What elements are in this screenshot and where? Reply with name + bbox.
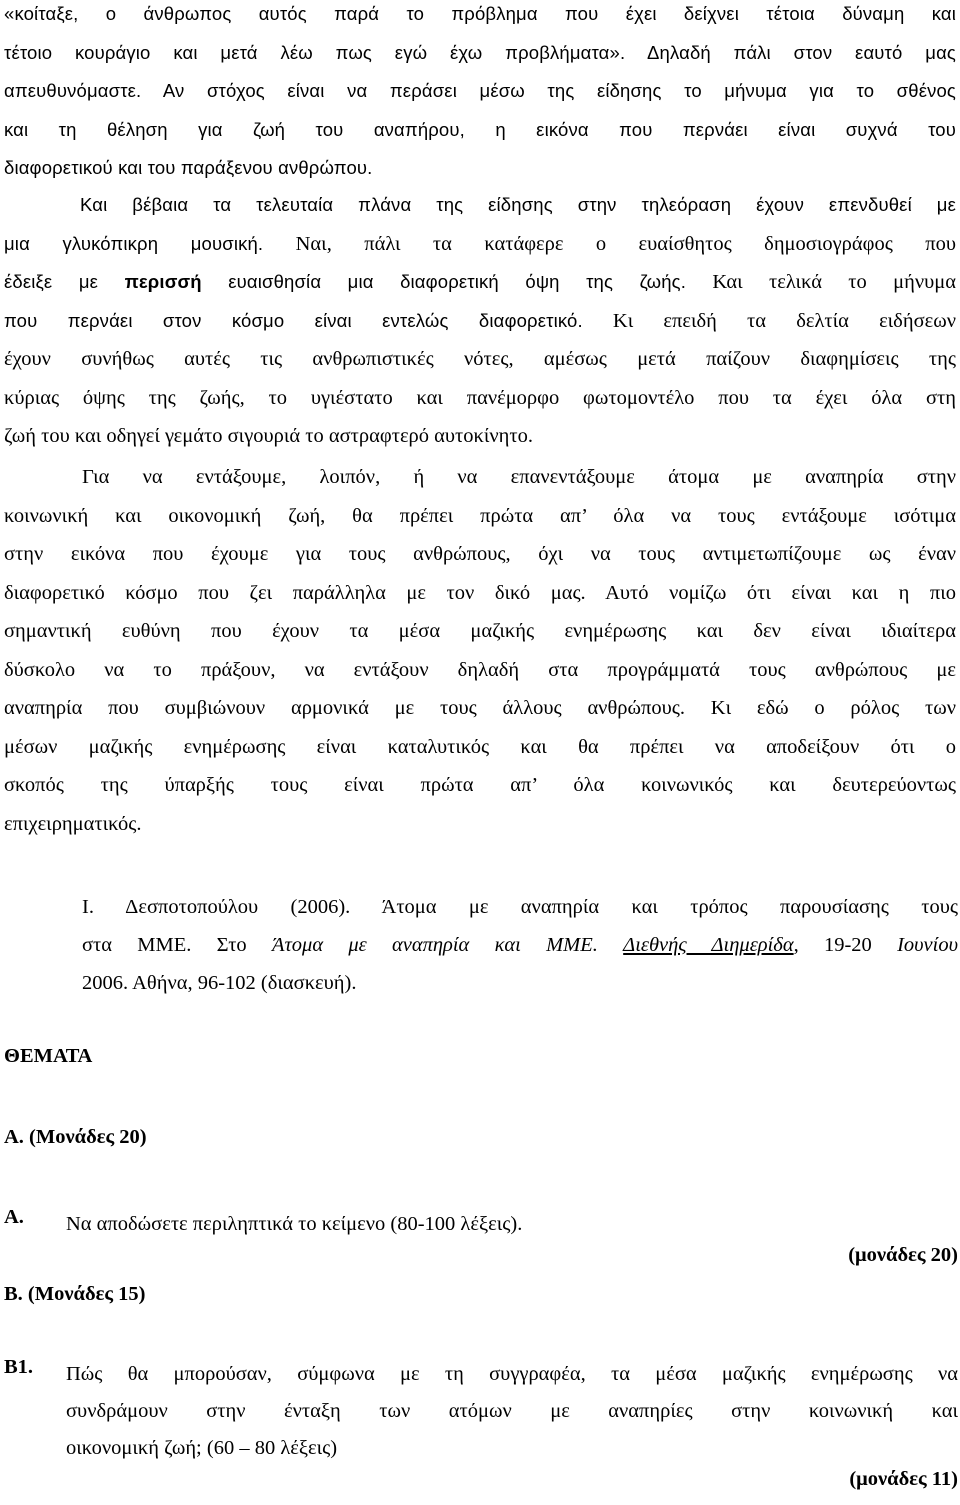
marks-label: (μονάδες 20) (848, 1244, 958, 1266)
source-reference (82, 888, 958, 1002)
text-line: στην εικόνα που έχουμε για τους ανθρώπους, όχι να τους αντιμετωπίζουμε ως έναν (4, 543, 956, 565)
question-number: Β1. (4, 1356, 34, 1378)
text-line: αναπηρία που συμβιώνουν αρμονικά με τους άλλους ανθρώπους. Κι εδώ ο ρόλος των (4, 697, 956, 719)
question-line: οικονομική ζωή; (60 – 80 λέξεις) (66, 1437, 338, 1459)
text-span: ευαισθησία μια διαφορετική (201, 271, 499, 292)
conference-title: Διεθνής Διημερίδα (623, 934, 794, 956)
reference-line: Ι. Δεσποτοπούλου (2006). Άτομα με αναπηρία και τρόπος παρουσίασης τους (82, 896, 958, 918)
marks-label: (μονάδες 11) (849, 1468, 958, 1490)
text-line: κύριας όψης της ζωής, το υγιέστατο και πανέμορφο φωτομοντέλο που τα έχει όλα στη (4, 386, 956, 409)
text-span: έδειξε με (4, 271, 125, 292)
text-span: μια γλυκόπικρη μουσική. (4, 232, 264, 254)
text-line: μέσων μαζικής ενημέρωσης είναι καταλυτικός και θα πρέπει να αποδείξουν ότι ο (4, 735, 956, 758)
text-span: όψη της ζωής. (525, 271, 687, 292)
text-line: Και βέβαια τα τελευταία πλάνα της είδησης στην τηλεόραση έχουν επενδυθεί με (80, 194, 956, 215)
question-line: Να αποδώσετε περιληπτικά το κείμενο (80-100 λέξεις). (66, 1213, 523, 1235)
text-line (4, 225, 956, 264)
text-line: κοινωνική και οικονομική ζωή, θα πρέπει πρώτα απ’ όλα να τους εντάξουμε ισότιμα (4, 504, 956, 527)
passage-paragraph-2 (4, 186, 956, 340)
text-line (4, 263, 956, 302)
question-text (66, 1206, 958, 1243)
text-span: Ναι, πάλι τα κατάφερε ο ευαίσθητος δημοσιογράφος που (263, 232, 957, 255)
italic-month: Ιουνίου (897, 934, 959, 956)
text-line: έχουν συνήθως αυτές τις ανθρωπιστικές νότες, αμέσως μετά παίζουν διαφημίσεις της (4, 348, 956, 370)
text-span (499, 271, 526, 292)
themes-heading: ΘΕΜΑΤΑ (4, 1045, 93, 1067)
text-line: σκοπός της ύπαρξής τους είναι πρώτα απ’ όλα κοινωνικός και δευτερεύοντως (4, 774, 956, 796)
text-line: διαφορετικό κόσμο που ζει παράλληλα με τον δικό μας. Αυτό νομίζω ότι είναι και η πιο (4, 581, 956, 604)
text-line: τέτοιο κουράγιο και μετά λέω πως εγώ έχω προβλήματα». Δηλαδή πάλι στον εαυτό μας (4, 41, 956, 63)
passage-paragraph-2-cont (4, 340, 956, 456)
question-line: Πώς θα μπορούσαν, σύμφωνα με τη συγγραφέα, τα μέσα μαζικής ενημέρωσης να (66, 1363, 958, 1385)
passage-paragraph-1 (4, 0, 956, 188)
text-span: Και τελικά το μήνυμα (686, 271, 956, 293)
emphasis-text: περισσή (124, 271, 202, 292)
text-span: , 19-20 (793, 934, 898, 956)
text-span: Κι επειδή τα δελτία ειδήσεων (582, 309, 956, 332)
italic-title: Άτομα με αναπηρία και ΜΜΕ. (271, 934, 598, 956)
text-line: και τη θέληση για ζωή του αναπήρου, η εικόνα που περνάει είναι συχνά του (4, 118, 956, 140)
reference-line (82, 926, 958, 964)
text-line: επιχειρηματικός. (4, 812, 142, 835)
text-line: δύσκολο να το πράξουν, να εντάξουν δηλαδή στα προγράμματά τους ανθρώπους με (4, 658, 956, 681)
text-line: διαφορετικού και του παράξενου ανθρώπου. (4, 157, 373, 178)
section-b-heading: Β. (Μονάδες 15) (4, 1283, 146, 1305)
section-a-heading: Α. (Μονάδες 20) (4, 1126, 147, 1148)
text-span (598, 934, 623, 956)
text-span: που περνάει στον κόσμο είναι εντελώς διαφορετικό. (4, 309, 583, 331)
text-span: στα ΜΜΕ. Στο (82, 934, 272, 956)
text-line: σημαντική ευθύνη που έχουν τα μέσα μαζικής ενημέρωσης και δεν είναι ιδιαίτερα (4, 620, 956, 642)
text-line: «κοίταξε, ο άνθρωπος αυτός παρά το πρόβλημα που έχει δείχνει τέτοια δύναμη και (4, 3, 956, 24)
question-line: συνδράμουν στην ένταξη των ατόμων με αναπηρίες στην κοινωνική και (66, 1400, 958, 1422)
passage-paragraph-3 (4, 458, 956, 843)
question-text (66, 1356, 958, 1467)
question-number: Α. (4, 1206, 24, 1228)
text-line: ζωή του και οδηγεί γεμάτο σιγουριά το αστραφτερό αυτοκίνητο. (4, 425, 533, 447)
text-line: Για να εντάξουμε, λοιπόν, ή να επανεντάξουμε άτομα με αναπηρία στην (82, 466, 956, 488)
text-line: απευθυνόμαστε. Αν στόχος είναι να περάσει μέσω της είδησης το μήνυμα για το σθένος (4, 80, 956, 101)
reference-line: 2006. Αθήνα, 96-102 (διασκευή). (82, 972, 357, 994)
text-line (4, 302, 956, 341)
